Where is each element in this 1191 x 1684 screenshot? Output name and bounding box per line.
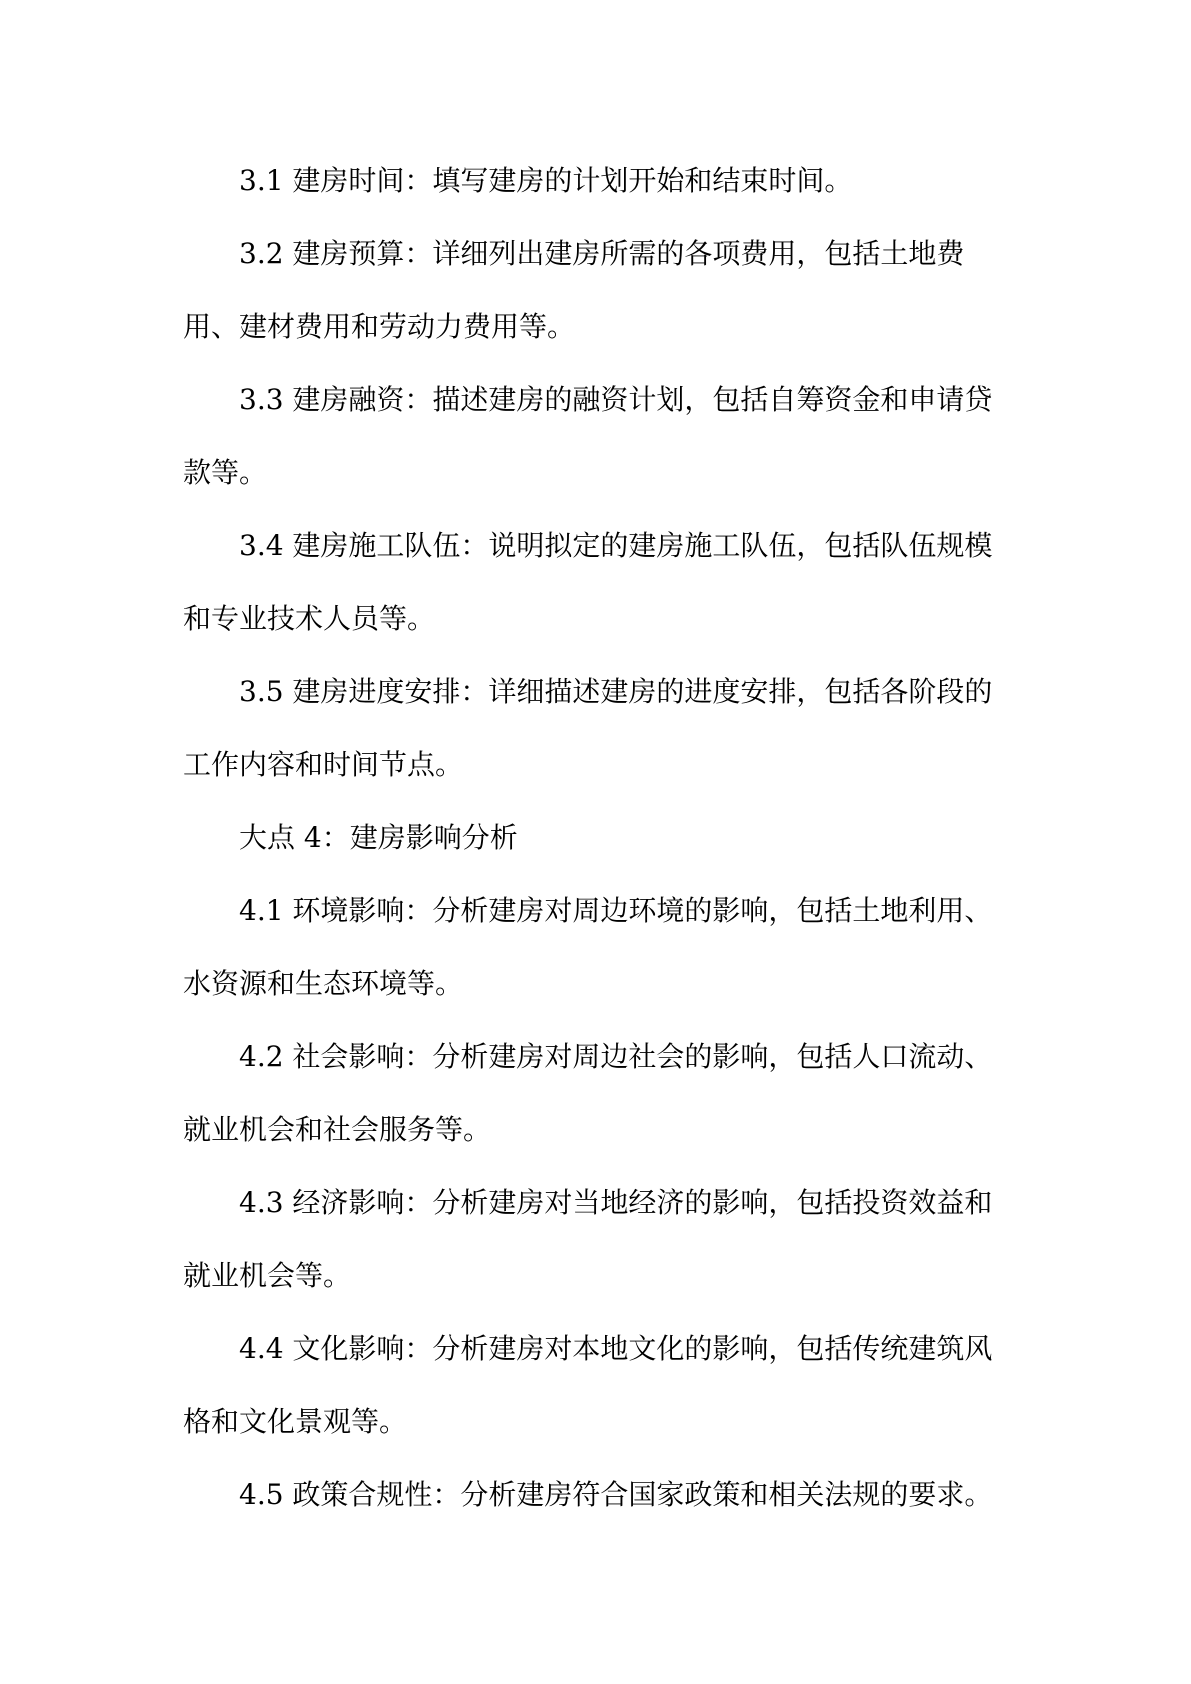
paragraph-3-2: 3.2 建房预算：详细列出建房所需的各项费用，包括土地费用、建材费用和劳动力费用等。 — [183, 237, 965, 343]
paragraph-4-3: 4.3 经济影响：分析建房对当地经济的影响，包括投资效益和就业机会等。 — [183, 1186, 993, 1292]
paragraph-3-1: 3.1 建房时间：填写建房的计划开始和结束时间。 — [239, 164, 853, 197]
paragraph-4-4: 4.4 文化影响：分析建房对本地文化的影响，包括传统建筑风格和文化景观等。 — [183, 1332, 993, 1438]
paragraph-4-2: 4.2 社会影响：分析建房对周边社会的影响，包括人口流动、就业机会和社会服务等。 — [183, 1040, 993, 1146]
paragraph-4-1: 4.1 环境影响：分析建房对周边环境的影响，包括土地利用、水资源和生态环境等。 — [183, 894, 993, 1000]
paragraph-3-5: 3.5 建房进度安排：详细描述建房的进度安排，包括各阶段的工作内容和时间节点。 — [183, 675, 993, 781]
document-body — [183, 144, 1009, 1531]
paragraph-4-5: 4.5 政策合规性：分析建房符合国家政策和相关法规的要求。 — [239, 1478, 993, 1511]
section-heading-4: 大点 4：建房影响分析 — [239, 821, 518, 854]
paragraph-3-3: 3.3 建房融资：描述建房的融资计划，包括自筹资金和申请贷款等。 — [183, 383, 993, 489]
paragraph-3-4: 3.4 建房施工队伍：说明拟定的建房施工队伍，包括队伍规模和专业技术人员等。 — [183, 529, 993, 635]
